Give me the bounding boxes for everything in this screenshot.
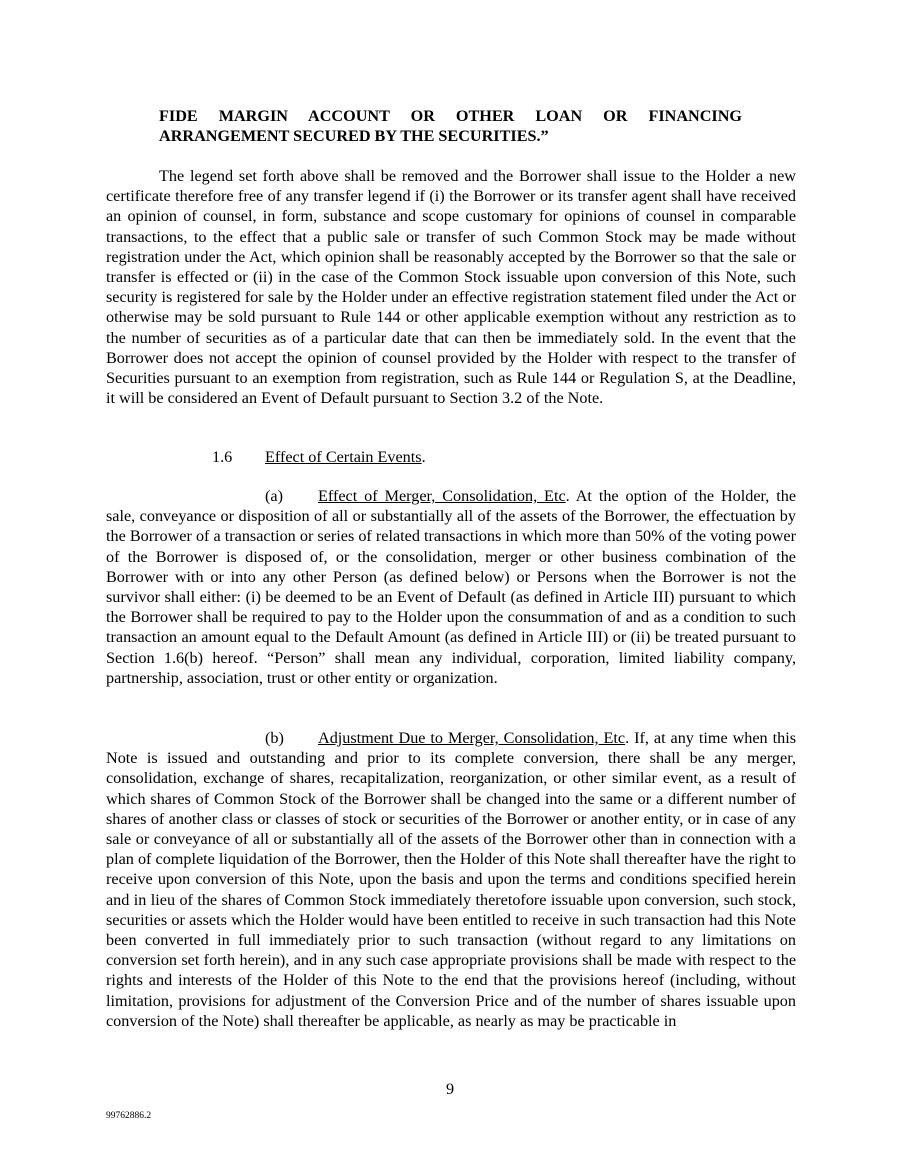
subsection-a-label: (a) (265, 487, 283, 505)
section-title: Effect of Certain Events (265, 448, 422, 466)
subsection-a-paragraph (106, 486, 796, 688)
subsection-a-text: At the option of the Holder, the sale, conveyance or disposition of all or substantially all of the assets of the Borrower, the effectuation by the Borrower of a transaction or series of related transactions in which more than 50% of the voting power of the Borrower is disposed of, or the consolidation, merger or other business combination of the Borrower with or into any other Person (as defined below) or Persons when the Borrower is not the survivor shall either: (i) be deemed to be an Event of Default (as defined in Article III) pursuant to which the Borrower shall be required to pay to the Holder upon the consummation of and as a condition to such transaction an amount equal to the Default Amount (as defined in Article III) or (ii) be treated pursuant to Section 1.6(b) hereof. “Person” shall mean any individual, corporation, limited liability company, partnership, association, trust or other entity or organization. (106, 487, 797, 687)
legend-text-tail (159, 106, 742, 146)
legend-line-2: ARRANGEMENT SECURED BY THE SECURITIES.” (159, 127, 549, 145)
legend-removal-paragraph: The legend set forth above shall be removed and the Borrower shall issue to the Holder a new certificate therefore free of any transfer legend if (i) the Borrower or its transfer agent shall have received an opinion of counsel, in form, substance and scope customary for opinions of counsel in comparable transactions, to the effect that a public sale or transfer of such Common Stock may be made without registration under the Act, which opinion shall be reasonably accepted by the Borrower so that the sale or transfer is effected or (ii) in the case of the Common Stock issuable upon conversion of this Note, such security is registered for sale by the Holder under an effective registration statement filed under the Act or otherwise may be sold pursuant to Rule 144 or other applicable exemption without any restriction as to the number of securities as of a particular date that can then be immediately sold. In the event that the Borrower does not accept the opinion of counsel provided by the Holder with respect to the transfer of Securities pursuant to an exemption from registration, such as Rule 144 or Regulation S, at the Deadline, it will be considered an Event of Default pursuant to Section 3.2 of the Note. (106, 167, 796, 408)
document-id: 99762886.2 (106, 1111, 152, 1121)
subsection-b-heading-period: . (625, 729, 630, 747)
subsection-a-heading: Effect of Merger, Consolidation, Etc (318, 487, 566, 505)
subsection-b-paragraph (106, 728, 796, 1031)
subsection-a-heading-period: . (565, 487, 570, 505)
legend-line-1: FIDE MARGIN ACCOUNT OR OTHER LOAN OR FINANCING (159, 107, 742, 125)
subsection-b-text: If, at any time when this Note is issued and outstanding and prior to its complete conversion, there shall be any merger, consolidation, exchange of shares, recapitalization, reorganization, or other similar event, as a result of which shares of Common Stock of the Borrower shall be changed into the same or a different number of shares of another class or classes of stock or securities of the Borrower or another entity, or in case of any sale or conveyance of all or substantially all of the assets of the Borrower other than in connection with a plan of complete liquidation of the Borrower, then the Holder of this Note shall thereafter have the right to receive upon conversion of this Note, upon the basis and upon the terms and conditions specified herein and in lieu of the shares of Common Stock immediately theretofore issuable upon conversion, such stock, securities or assets which the Holder would have been entitled to receive in such transaction had this Note been converted in full immediately prior to such transaction (without regard to any limitations on conversion set forth herein), and in any such case appropriate provisions shall be made with respect to the rights and interests of the Holder of this Note to the end that the provisions hereof (including, without limitation, provisions for adjustment of the Conversion Price and of the number of shares issuable upon conversion of the Note) shall thereafter be applicable, as nearly as may be practicable in (106, 729, 796, 1030)
section-heading (212, 447, 426, 467)
subsection-b-heading: Adjustment Due to Merger, Consolidation, Etc (318, 729, 626, 747)
section-number: 1.6 (212, 448, 233, 466)
page-number: 9 (445, 1080, 455, 1098)
section-title-period: . (421, 448, 426, 466)
subsection-b-label: (b) (265, 729, 284, 747)
